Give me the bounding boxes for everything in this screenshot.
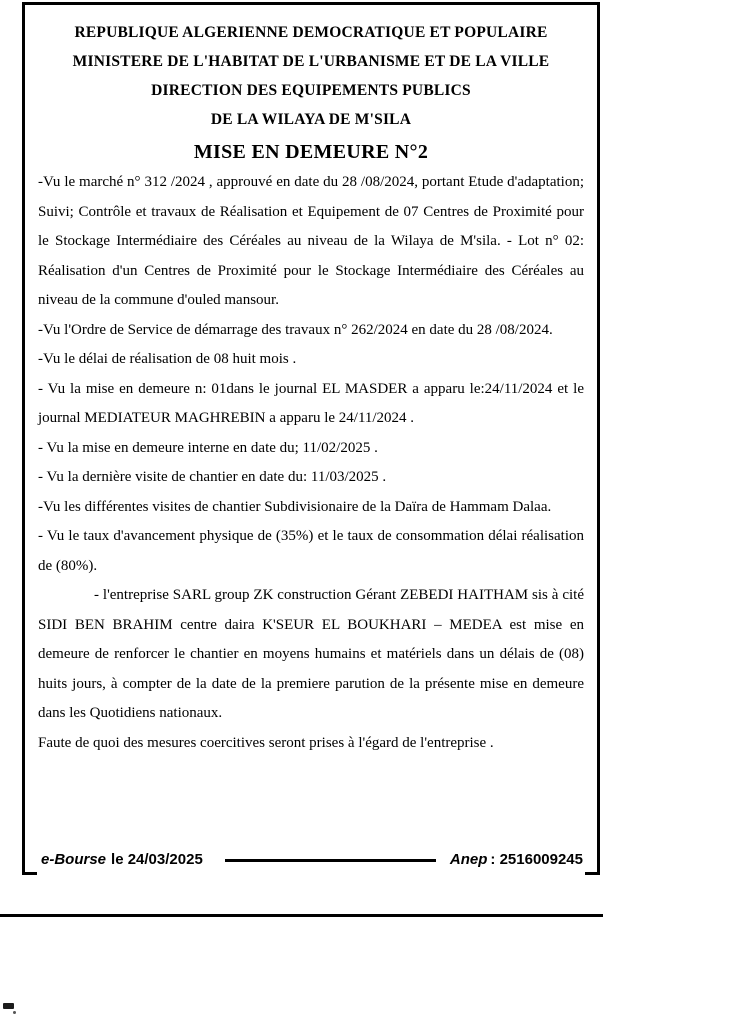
paragraph-last-visit: - Vu la dernière visite de chantier en date du: 11/03/2025 .: [38, 469, 387, 485]
paragraph-market: -Vu le marché n° 312 /2024 , approuvé en date du 28 /08/2024, portant Etude d'adaptation; Suivi; Contrôle et travaux de Réalisation et Equipement de 07 Centres de Proximité pour le Stockage Intermédiaire des Céréales au niveau de la Wilaya de M'sila. - Lot n° 02: Réalisation d'un Centres de Proximité pour le Stockage Intermédiaire des Céréales au niveau de la commune d'ouled mansour.: [38, 174, 584, 308]
notice-frame: [22, 2, 600, 875]
notice-body: [25, 168, 597, 758]
paragraph-coercive-measures: Faute de quoi des mesures coercitives seront prises à l'égard de l'entreprise .: [38, 734, 494, 751]
header-line-ministry: MINISTERE DE L'HABITAT DE L'URBANISME ET DE LA VILLE: [72, 53, 550, 70]
paragraph-first-notice: - Vu la mise en demeure n: 01dans le journal EL MASDER a apparu le:24/11/2024 et le journal MEDIATEUR MAGHREBIN a apparu le 24/11/2024 .: [38, 380, 584, 426]
header-line-wilaya: DE LA WILAYA DE M'SILA: [210, 111, 412, 128]
paragraph-internal-notice: - Vu la mise en demeure interne en date du; 11/02/2025 .: [38, 439, 378, 456]
anep-number: : 2516009245: [490, 851, 583, 868]
paragraph-progress-rate: - Vu le taux d'avancement physique de (35%) et le taux de consommation délai réalisation de (80%).: [38, 528, 584, 574]
frame-corner-tick-left: [24, 872, 37, 875]
anep-label: Anep: [449, 851, 488, 868]
notice-footer: [25, 851, 597, 872]
ink-speck-small: [13, 1011, 16, 1014]
frame-corner-tick-right: [585, 872, 598, 875]
page-divider-line: [0, 914, 603, 917]
source-date: le 24/03/2025: [111, 851, 203, 868]
footer-source: [41, 851, 203, 868]
footer-anep: [450, 851, 583, 868]
notice-title: MISE EN DEMEURE N°2: [193, 141, 429, 163]
header-line-republic: REPUBLIQUE ALGERIENNE DEMOCRATIQUE ET POPULAIRE: [74, 24, 548, 41]
paragraph-subdivision-visits: -Vu les différentes visites de chantier Subdivisionaire de la Daïra de Hammam Dalaa.: [38, 498, 552, 515]
paragraph-deadline: -Vu le délai de réalisation de 08 huit mois .: [38, 351, 297, 367]
source-name: e-Bourse: [41, 851, 107, 868]
paragraph-company-notice: - l'entreprise SARL group ZK construction Gérant ZEBEDI HAITHAM sis à cité SIDI BEN BRAHIM centre daira K'SEUR EL BOUKHARI – MEDEA est mise en demeure de renforcer le chantier en moyens humains et matériels dans un délais de (08) huits jours, à compter de la date de la premiere parution de la présente mise en demeure dans les Quotidiens nationaux.: [38, 587, 584, 721]
notice-header: [25, 5, 597, 168]
ink-speck: [3, 1003, 14, 1009]
paragraph-service-order: -Vu l'Ordre de Service de démarrage des travaux n° 262/2024 en date du 28 /08/2024.: [38, 321, 553, 338]
footer-divider-line: [225, 859, 436, 862]
header-line-direction: DIRECTION DES EQUIPEMENTS PUBLICS: [151, 82, 471, 99]
